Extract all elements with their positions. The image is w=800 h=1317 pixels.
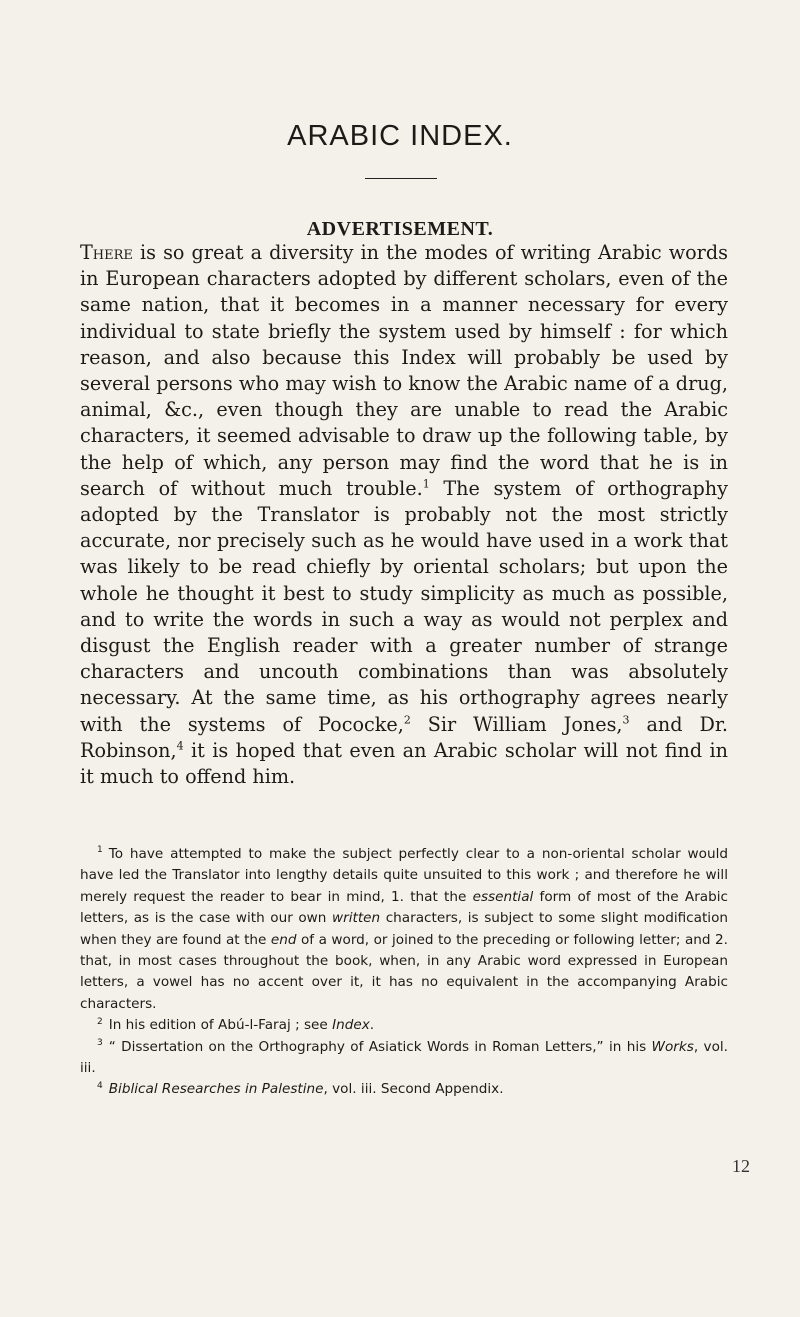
footnote-text: In his edition of Abú-l-Faraj ; see [108,1017,333,1034]
footnote-number: 1 [97,845,103,856]
footnote-1 [80,844,728,1015]
footnote-ref-1: 1 [422,477,430,491]
body-segment: Sir William Jones, [410,712,623,736]
footnote-4 [80,1079,728,1100]
footnote-italic: end [270,931,297,948]
page-title: ARABIC INDEX. [287,120,513,153]
footnote-text: , vol. iii. [80,1038,728,1077]
footnote-text: . [369,1017,375,1034]
footnote-italic: Biblical Researches in Palestine [108,1081,324,1098]
footnote-text: , vol. iii. Second Appendix. [323,1081,504,1098]
body-segment: The system of orthography adopted by the Translator is probably not the most strictly accurate, nor precisely such as he would have used in a work that was likely to be read chiefly by oriental scholars; but upon the whole he thought it best to study simplicity as much as possible, and to write the words in such a way as would not perplex and disgust the English reader with a greater number of strange characters and uncouth combinations than was absolutely necessary. At the same time, as his orthography agrees nearly with the systems of Pococke, [80,476,728,736]
footnote-italic: Works [651,1038,694,1055]
footnotes [80,844,728,1101]
footnote-text: To have attempted to make the subject perfectly clear to a non-oriental scholar would have led the Translator into lengthy details quite unsuited to this work ; and therefore he will merely request the reader to bear in mind, 1. that the [80,846,728,905]
title-divider [365,178,437,179]
advertisement-body [80,240,728,790]
footnote-italic: essential [472,888,534,905]
footnote-ref-3: 3 [622,713,630,727]
lead-word: There [80,241,133,264]
body-segment: and Dr. Robinson, [80,712,728,762]
footnote-text: characters, is subject to some slight modification when they are found at the [80,910,729,948]
footnote-2 [80,1015,728,1036]
body-segment: is so great a diversity in the modes of writing Arabic words in European characters adopted by different scholars, even of the same nation, that it becomes in a manner necessary for every individual to state briefly the system used by himself : for which reason, and also because this Index will probably be used by several persons who may wish to know the Arabic name of a drug, animal, &c., even though they are unable to read the Arabic characters, it seemed advisable to draw up the following table, by the help of which, any person may find the word that he is in search of without much trouble. [80,241,728,500]
footnote-number: 3 [97,1038,103,1049]
footnote-text: of a word, or joined to the preceding or following letter; and 2. that, in most cases throughout the book, when, in any Arabic word expressed in European letters, a vowel has no accent over it, it has no equivalent in the accompanying Arabic characters. [80,931,728,1012]
section-heading: ADVERTISEMENT. [306,217,494,240]
footnote-ref-4: 4 [176,739,184,753]
footnote-number: 4 [97,1080,103,1091]
body-segment: it is hoped that even an Arabic scholar will not find in it much to offend him. [80,738,728,789]
footnote-text: “ Dissertation on the Orthography of Asiatick Words in Roman Letters,” in his [108,1038,652,1055]
page-number: 12 [732,1156,750,1176]
footnote-italic: written [332,910,381,927]
footnote-ref-2: 2 [403,713,411,727]
footnote-italic: Index [332,1017,370,1034]
body-paragraph [80,240,728,790]
footnote-text: form of most of the Arabic letters, as is the case with our own [80,888,728,927]
footnote-number: 2 [97,1016,103,1027]
footnote-3 [80,1037,728,1080]
